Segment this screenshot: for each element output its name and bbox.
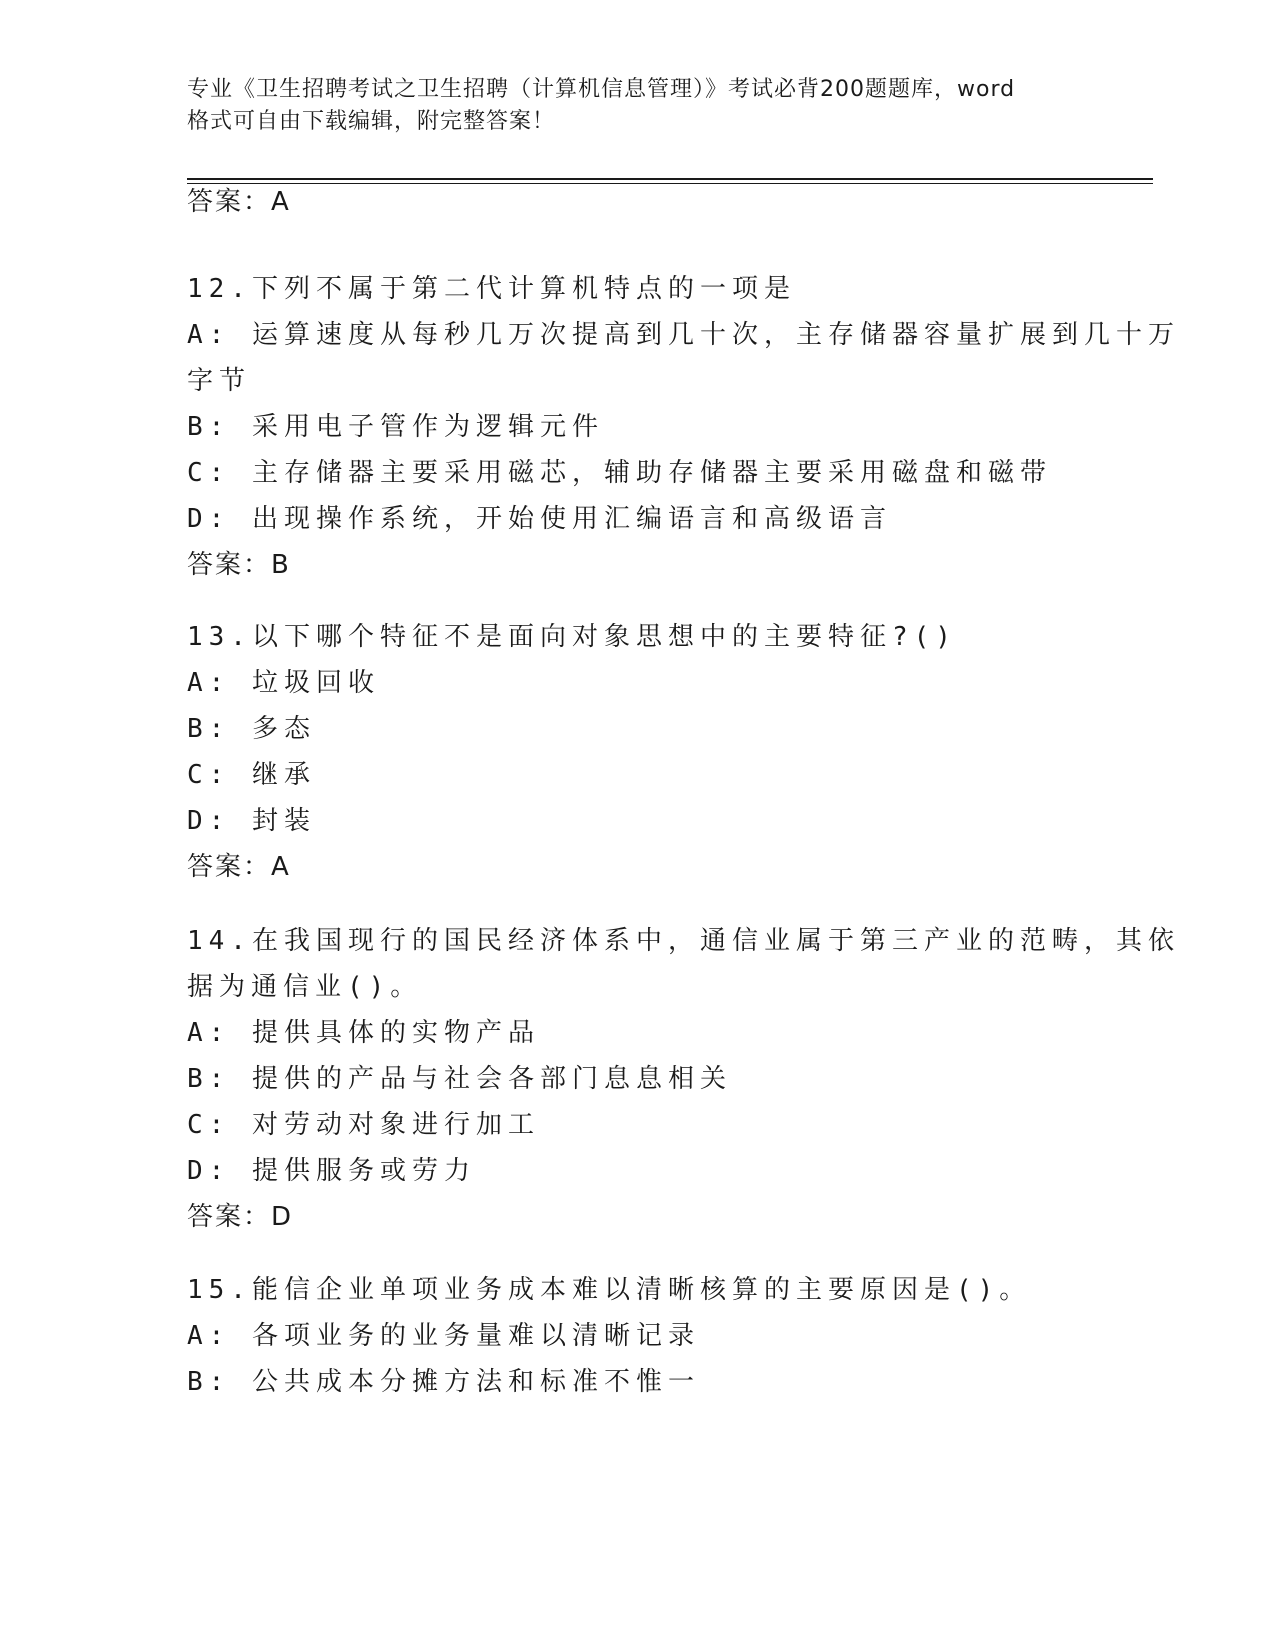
answer: 答案：D [187, 1202, 294, 1232]
option-c: C: 对劳动对象进行加工 [187, 1110, 540, 1140]
question-14 [187, 918, 1180, 1240]
header-line-1: 专业《卫生招聘考试之卫生招聘（计算机信息管理）》考试必背200题题库，word [187, 77, 1016, 102]
option-c: C: 继承 [187, 760, 316, 790]
previous-answer-block [187, 179, 1087, 225]
option-d: D: 出现操作系统，开始使用汇编语言和高级语言 [187, 504, 892, 534]
question-13 [187, 614, 1087, 890]
option-b: B: 多态 [187, 714, 316, 744]
option-a: A: 运算速度从每秒几万次提高到几十次，主存储器容量扩展到几十万 [187, 320, 1180, 350]
question-12 [187, 266, 1180, 588]
answer: 答案：A [187, 852, 291, 882]
option-a: A: 提供具体的实物产品 [187, 1018, 540, 1048]
question-15 [187, 1267, 1087, 1405]
option-b: B: 采用电子管作为逻辑元件 [187, 412, 604, 442]
option-a-continued: 字节 [187, 366, 252, 396]
option-d: D: 提供服务或劳力 [187, 1156, 476, 1186]
option-a: A: 各项业务的业务量难以清晰记录 [187, 1321, 700, 1351]
answer: 答案：B [187, 550, 291, 580]
option-b: B: 提供的产品与社会各部门息息相关 [187, 1064, 732, 1094]
previous-answer: 答案：A [187, 187, 291, 217]
question-stem: 15.能信企业单项业务成本难以清晰核算的主要原因是()。 [187, 1275, 1032, 1305]
header-line-2: 格式可自由下载编辑，附完整答案！ [187, 109, 556, 134]
option-c: C: 主存储器主要采用磁芯，辅助存储器主要采用磁盘和磁带 [187, 458, 1052, 488]
option-d: D: 封装 [187, 806, 316, 836]
question-stem: 13.以下哪个特征不是面向对象思想中的主要特征?() [187, 622, 957, 652]
option-b: B: 公共成本分摊方法和标准不惟一 [187, 1367, 700, 1397]
question-stem-continued: 据为通信业()。 [187, 972, 423, 1002]
document-header [187, 74, 1087, 138]
option-a: A: 垃圾回收 [187, 668, 380, 698]
question-stem: 12.下列不属于第二代计算机特点的一项是 [187, 274, 796, 304]
question-stem: 14.在我国现行的国民经济体系中，通信业属于第三产业的范畴，其依 [187, 926, 1180, 956]
